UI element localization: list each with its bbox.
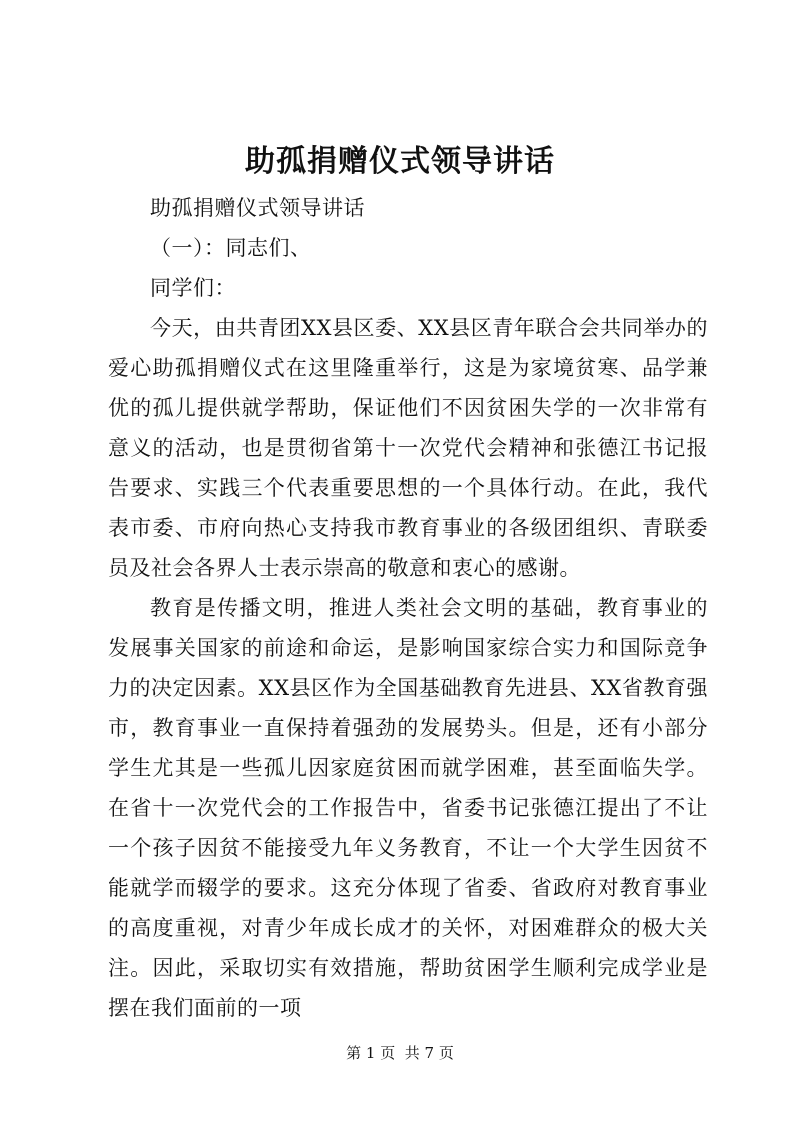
paragraph-body: 教育是传播文明，推进人类社会文明的基础，教育事业的发展事关国家的前途和命运，是影响国家综合实力和国际竞争力的决定因素。XX县区作为全国基础教育先进县、XX省教育强市，教育事业一直保持着强劲的发展势头。但是，还有小部分学生尤其是一些孤儿因家庭贫困而就学困难，甚至面临失学。在省十一次党代会的工作报告中，省委书记张德江提出了不让一个孩子因贫不能接受九年义务教育，不让一个大学生因贫不能就学而辍学的要求。这充分体现了省委、省政府对教育事业的高度重视，对青少年成长成才的关怀，对困难群众的极大关注。因此，采取切实有效措施，帮助贫困学生顺利完成学业是摆在我们面前的一项 xyxy=(108,596,708,1020)
paragraph-body: 今天，由共青团XX县区委、XX县区青年联合会共同举办的爱心助孤捐赠仪式在这里隆重举行，这是为家境贫寒、品学兼优的孤儿提供就学帮助，保证他们不因贫困失学的一次非常有意义的活动，也是贯彻省第十一次党代会精神和张德江书记报告要求、实践三个代表重要思想的一个具体行动。在此，我代表市委、市府向热心支持我市教育事业的各级团组织、青联委员及社会各界人士表示崇高的敬意和衷心的感谢。 xyxy=(108,316,708,580)
document-body xyxy=(108,188,708,1028)
page-number-footer: 第 1 页 共 7 页 xyxy=(346,1044,454,1062)
paragraph-section-heading: （一）：同志们、 xyxy=(150,236,312,260)
paragraph-subtitle: 助孤捐赠仪式领导讲话 xyxy=(150,196,365,220)
document-title: 助孤捐赠仪式领导讲话 xyxy=(245,144,555,179)
paragraph-salutation: 同学们： xyxy=(150,276,236,300)
